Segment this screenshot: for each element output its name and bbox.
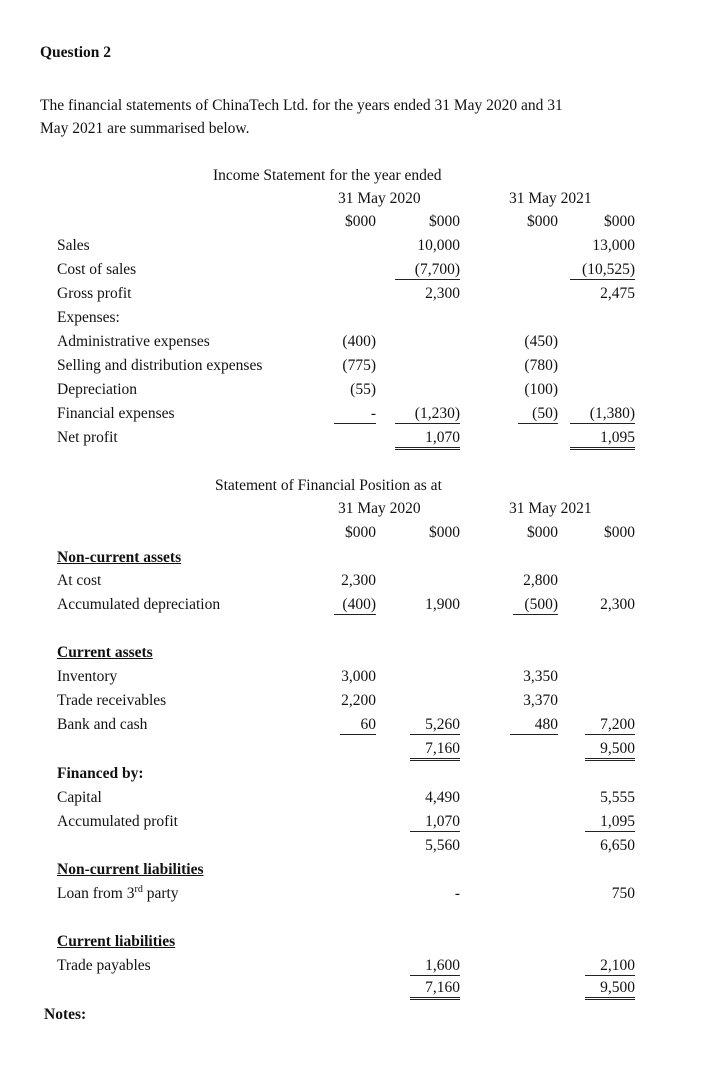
fp-row-value: 5,260 bbox=[410, 716, 460, 735]
is-year2-header: 31 May 2021 bbox=[509, 190, 592, 207]
fp-row-label: Accumulated profit bbox=[57, 813, 178, 830]
non-current-liabilities-heading: Non-current liabilities bbox=[57, 861, 204, 878]
is-row-value: (400) bbox=[342, 333, 376, 350]
fp-equity-subtotal: 5,560 bbox=[425, 837, 460, 854]
fp-row-label: At cost bbox=[57, 572, 102, 589]
is-unit-header: $000 bbox=[429, 213, 460, 230]
is-row-value: - bbox=[334, 405, 376, 424]
fp-unit-header: $000 bbox=[604, 524, 635, 541]
fp-unit-header: $000 bbox=[527, 524, 558, 541]
is-row-value: 13,000 bbox=[592, 237, 635, 254]
is-row-label: Administrative expenses bbox=[57, 333, 210, 350]
fp-total-assets: 9,500 bbox=[585, 740, 635, 761]
fp-row-value: 750 bbox=[611, 885, 635, 902]
is-row-label: Net profit bbox=[57, 429, 118, 446]
fp-total-liabilities: 9,500 bbox=[585, 979, 635, 1000]
fp-year2-header: 31 May 2021 bbox=[509, 500, 592, 517]
fp-row-value: - bbox=[454, 885, 460, 902]
fp-row-value: 2,100 bbox=[585, 957, 635, 976]
is-row-value: 1,070 bbox=[395, 429, 460, 450]
is-unit-header: $000 bbox=[345, 213, 376, 230]
fp-row-value: 3,350 bbox=[523, 668, 558, 685]
fp-total-assets: 7,160 bbox=[410, 740, 460, 761]
is-row-label: Cost of sales bbox=[57, 261, 137, 278]
is-row-value: (100) bbox=[524, 381, 558, 398]
is-row-value: 1,095 bbox=[570, 429, 635, 450]
fp-row-value: 2,300 bbox=[600, 596, 635, 613]
is-row-value: (55) bbox=[350, 381, 376, 398]
fp-row-value: 3,000 bbox=[341, 668, 376, 685]
financial-position-title: Statement of Financial Position as at bbox=[215, 477, 442, 494]
fp-row-value: (400) bbox=[334, 596, 376, 615]
current-liabilities-heading: Current liabilities bbox=[57, 933, 176, 950]
is-row-label: Depreciation bbox=[57, 381, 138, 398]
is-row-label: Sales bbox=[57, 237, 90, 254]
intro-line-1: The financial statements of ChinaTech Ltd. for the years ended 31 May 2020 and 31 bbox=[40, 97, 563, 114]
fp-row-label: Accumulated depreciation bbox=[57, 596, 221, 613]
fp-row-label: Inventory bbox=[57, 668, 118, 685]
is-row-value: (10,525) bbox=[570, 261, 635, 280]
notes-heading-cropped bbox=[44, 1003, 104, 1023]
fp-row-label: Bank and cash bbox=[57, 716, 148, 733]
is-row-value: (50) bbox=[518, 405, 558, 424]
intro-line-2: May 2021 are summarised below. bbox=[40, 120, 250, 137]
fp-row-value: 2,800 bbox=[523, 572, 558, 589]
fp-row-value: 1,600 bbox=[410, 957, 460, 976]
fp-row-value: (500) bbox=[513, 596, 558, 615]
fp-row-value: 7,200 bbox=[585, 716, 635, 735]
is-row-value: (1,380) bbox=[570, 405, 635, 424]
financed-by-heading: Financed by: bbox=[57, 765, 144, 782]
is-row-value: 2,475 bbox=[600, 285, 635, 302]
is-row-value: 2,300 bbox=[425, 285, 460, 302]
is-row-label: Selling and distribution expenses bbox=[57, 357, 263, 374]
is-unit-header: $000 bbox=[527, 213, 558, 230]
fp-row-value: 3,370 bbox=[523, 692, 558, 709]
fp-row-value: 1,900 bbox=[425, 596, 460, 613]
is-row-value: 10,000 bbox=[417, 237, 460, 254]
fp-row-label: Trade receivables bbox=[57, 692, 167, 709]
fp-row-label: Trade payables bbox=[57, 957, 151, 974]
is-row-value: (450) bbox=[524, 333, 558, 350]
is-row-value: (7,700) bbox=[395, 261, 460, 280]
fp-row-value: 1,095 bbox=[585, 813, 635, 832]
fp-unit-header: $000 bbox=[429, 524, 460, 541]
fp-total-liabilities: 7,160 bbox=[410, 979, 460, 1000]
is-row-label: Financial expenses bbox=[57, 405, 175, 422]
fp-row-value: 1,070 bbox=[410, 813, 460, 832]
fp-row-value: 2,200 bbox=[341, 692, 376, 709]
is-row-label: Gross profit bbox=[57, 285, 132, 302]
is-row-value: (780) bbox=[524, 357, 558, 374]
income-statement-title: Income Statement for the year ended bbox=[213, 167, 442, 184]
fp-equity-subtotal: 6,650 bbox=[600, 837, 635, 854]
fp-row-value: 4,490 bbox=[425, 789, 460, 806]
is-row-value: (1,230) bbox=[395, 405, 460, 424]
non-current-assets-heading: Non-current assets bbox=[57, 549, 182, 566]
is-unit-header: $000 bbox=[604, 213, 635, 230]
fp-row-value: 2,300 bbox=[341, 572, 376, 589]
is-row-value: (775) bbox=[342, 357, 376, 374]
fp-row-label: Capital bbox=[57, 789, 102, 806]
fp-row-value: 5,555 bbox=[600, 789, 635, 806]
is-row-label: Expenses: bbox=[57, 309, 120, 326]
is-year1-header: 31 May 2020 bbox=[338, 190, 421, 207]
notes-heading: Notes: bbox=[44, 1006, 87, 1023]
fp-year1-header: 31 May 2020 bbox=[338, 500, 421, 517]
question-title: Question 2 bbox=[40, 44, 112, 61]
fp-row-value: 60 bbox=[340, 716, 376, 735]
fp-row-label: Loan from 3rd party bbox=[57, 883, 179, 902]
fp-row-value: 480 bbox=[510, 716, 558, 735]
fp-unit-header: $000 bbox=[345, 524, 376, 541]
current-assets-heading: Current assets bbox=[57, 644, 153, 661]
